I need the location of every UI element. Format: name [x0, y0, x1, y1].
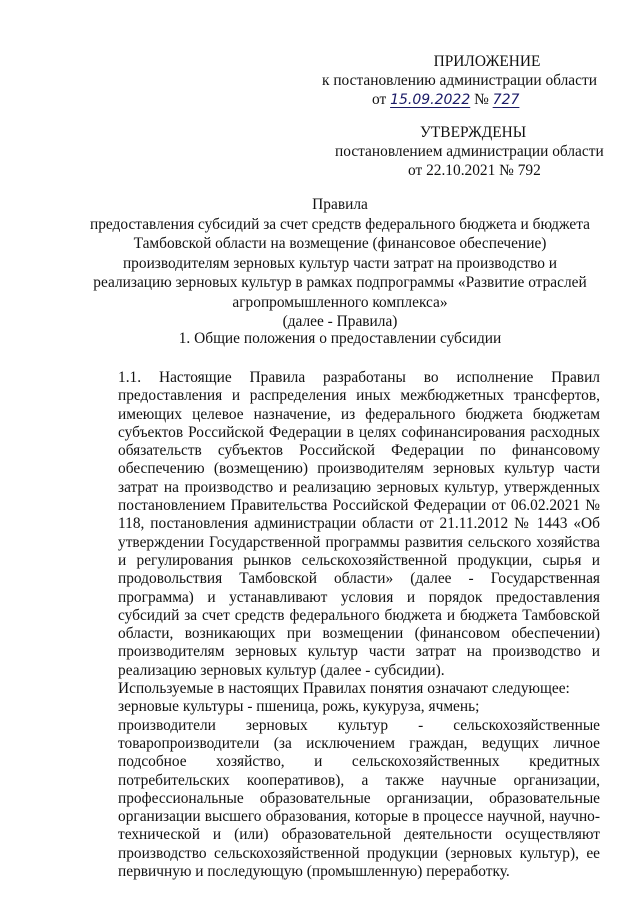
rules-title-line: производителям зерновых культур части затрат на производство и — [122, 254, 558, 272]
paragraph-producers: производители зерновых культур - сельскохозяйственные товаропроизводители (за исключением граждан, ведущих личное подсобное хозяйство, и сельскохозяйственных кредитных потребительских кооперативов), а также научные организации, профессиональные образовательные организации, образовательные организации высшего образования, которые в процессе научной, научно-технической и (или) образовательной деятельности осуществляют производство сельскохозяйственной продукции (зерновых культур), ее первичную и последующую (промышленную) переработку. — [118, 716, 600, 881]
approved-block — [330, 123, 610, 180]
paragraph-1-1: 1.1. Настоящие Правила разработаны во исполнение Правил предоставления и распределения иных межбюджетных трансфертов, имеющих целевое назначение, из федерального бюджета бюджетам субъектов Российской Федерации в целях софинансирования расходных обязательств субъектов Российской Федерации по финансовому обеспечению (возмещению) производителям зерновых культур части затрат на производство и реализацию зерновых культур, утвержденных постановлением Правительства Российской Федерации от 06.02.2021 № 118, постановления администрации области от 21.11.2012 № 1443 «Об утверждении Государственной программы развития сельского хозяйства и регулирования рынков сельскохозяйственной продукции, сырья и продовольствия Тамбовской области» (далее - Государственная программа) и устанавливают условия и порядок предоставления субсидий за счет средств федерального бюджета и бюджета Тамбовской области, возникающих при возмещении (финансовом обеспечении) производителям зерновых культур части затрат на производство и реализацию зерновых культур (далее - субсидии). — [118, 369, 600, 679]
rules-title-block — [80, 195, 600, 332]
appendix-number-handwritten: 727 — [492, 92, 520, 108]
approved-resolution-line: постановлением администрации области — [335, 143, 604, 160]
appendix-date-number-line — [322, 90, 612, 110]
approved-date-number: от 22.10.2021 № 792 — [408, 162, 541, 179]
rules-title-line: Правила — [312, 196, 368, 213]
rules-title-line: (далее - Правила) — [282, 313, 398, 330]
rules-title-line: предоставления субсидий за счет средств федерального бюджета и бюджета — [90, 215, 590, 233]
appendix-number-sign: № — [474, 91, 489, 108]
document-body — [118, 369, 600, 881]
appendix-resolution-line: к постановлению администрации области — [322, 72, 597, 89]
appendix-ot-label: от — [372, 91, 387, 108]
appendix-title: ПРИЛОЖЕНИЕ — [433, 53, 541, 70]
rules-title-line: агропромышленного комплекса» — [232, 293, 448, 311]
paragraph-terms: Используемые в настоящих Правилах понятия означают следующее: — [118, 680, 570, 698]
appendix-date-handwritten: 15.09.2022 — [390, 92, 471, 108]
approved-title: УТВЕРЖДЕНЫ — [420, 124, 527, 141]
rules-title-line: реализацию зерновых культур в рамках подпрограммы «Развитие отраслей — [93, 274, 587, 291]
appendix-block — [322, 52, 612, 110]
rules-title-line: Тамбовской области на возмещение (финансовое обеспечение) — [133, 235, 547, 252]
section-heading: 1. Общие положения о предоставлении субсидии — [178, 330, 502, 347]
paragraph-grain-crops: зерновые культуры - пшеница, рожь, кукуруза, ячмень; — [118, 698, 480, 716]
